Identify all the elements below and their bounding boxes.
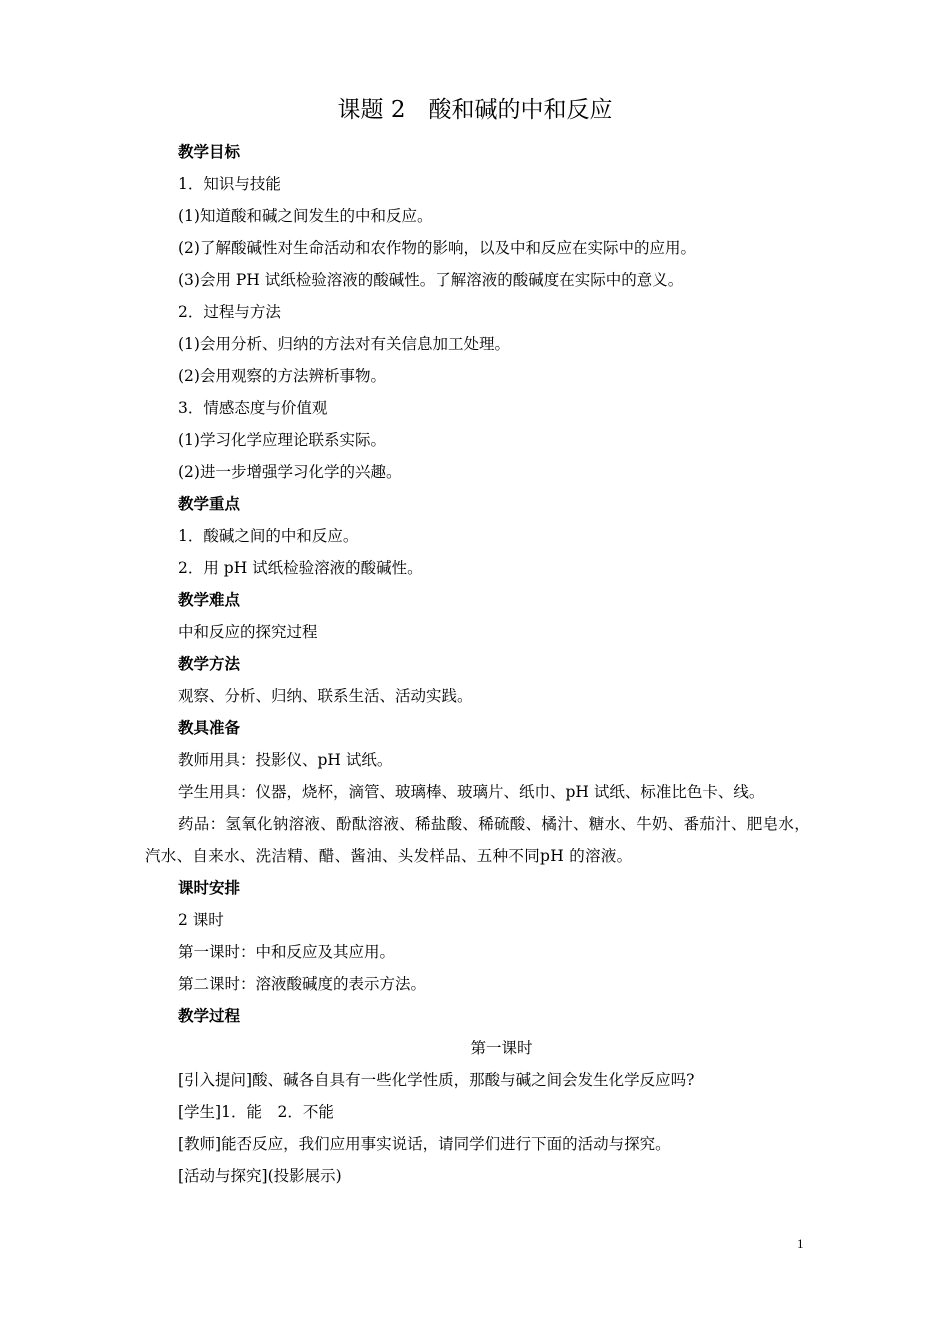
heading-teaching-goals: 教学目标	[178, 142, 241, 161]
text-line: 学生用具：仪器，烧杯，滴管、玻璃棒、玻璃片、纸巾、pH 试纸、标准比色卡、线。	[178, 783, 765, 801]
text-line: 3．情感态度与价值观	[178, 399, 328, 417]
page-number: 1	[797, 1236, 804, 1251]
text-line: 第一课时：中和反应及其应用。	[178, 943, 396, 961]
heading-schedule: 课时安排	[178, 878, 241, 897]
text-line: 2 课时	[178, 911, 224, 929]
text-line: 2．过程与方法	[178, 303, 281, 321]
text-line: 观察、分析、归纳、联系生活、活动实践。	[178, 687, 473, 705]
text-line: 1．酸碱之间的中和反应。	[178, 527, 359, 545]
text-line: 1．知识与技能	[178, 175, 281, 193]
heading-materials: 教具准备	[178, 718, 241, 737]
text-line: (2)进一步增强学习化学的兴趣。	[178, 463, 402, 481]
text-line: 2．用 pH 试纸检验溶液的酸碱性。	[178, 559, 423, 577]
text-line: [引入提问]酸、碱各自具有一些化学性质，那酸与碱之间会发生化学反应吗?	[178, 1071, 695, 1089]
text-line: [学生]1．能 2．不能	[178, 1103, 334, 1121]
text-line: (2)了解酸碱性对生命活动和农作物的影响，以及中和反应在实际中的应用。	[178, 239, 696, 257]
text-line: (2)会用观察的方法辨析事物。	[178, 367, 386, 385]
document-body	[145, 136, 825, 1192]
text-line: (1)学习化学应理论联系实际。	[178, 431, 386, 449]
text-line: 第二课时：溶液酸碱度的表示方法。	[178, 975, 427, 993]
document-title: 课题 2 酸和碱的中和反应	[337, 97, 613, 123]
text-line: (1)知道酸和碱之间发生的中和反应。	[178, 207, 433, 225]
text-paragraph-reagents: 药品：氢氧化钠溶液、酚酞溶液、稀盐酸、稀硫酸、橘汁、糖水、牛奶、番茄汁、肥皂水，汽水、自来水、洗洁精、醋、酱油、头发样品、五种不同pH 的溶液。	[145, 815, 811, 865]
heading-key-points: 教学重点	[178, 494, 241, 513]
text-line: 中和反应的探究过程	[178, 623, 318, 641]
text-line: (1)会用分析、归纳的方法对有关信息加工处理。	[178, 335, 510, 353]
text-line: [活动与探究](投影展示)	[178, 1167, 342, 1185]
text-line: [教师]能否反应，我们应用事实说话，请同学们进行下面的活动与探究。	[178, 1135, 671, 1153]
heading-methods: 教学方法	[178, 654, 241, 673]
text-line: (3)会用 PH 试纸检验溶液的酸碱性。了解溶液的酸碱度在实际中的意义。	[178, 271, 684, 289]
heading-process: 教学过程	[178, 1006, 241, 1025]
heading-difficulties: 教学难点	[178, 590, 241, 609]
section-title-first-lesson: 第一课时	[470, 1039, 533, 1057]
text-line: 教师用具：投影仪、pH 试纸。	[178, 751, 393, 769]
